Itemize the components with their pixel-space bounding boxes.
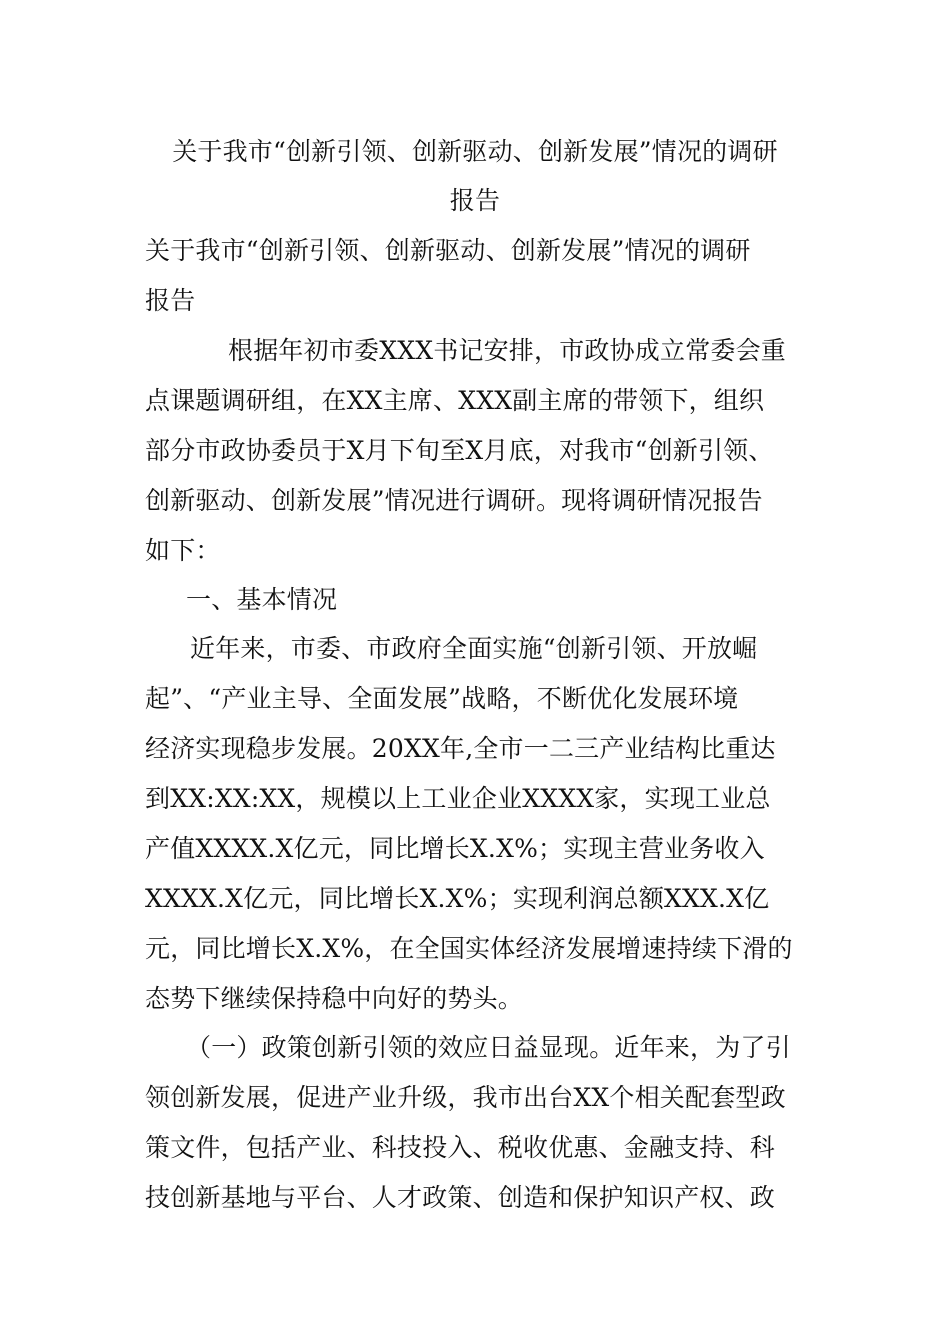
paragraph-line: 到XX:XX:XX，规模以上工业企业XXXX家，实现工业总	[145, 784, 771, 813]
paragraph-line: 策文件，包括产业、科技投入、税收优惠、金融支持、科	[145, 1133, 776, 1162]
paragraph-line: 领创新发展，促进产业升级，我市出台XX个相关配套型政	[145, 1083, 786, 1112]
paragraph-line: （一）政策创新引领的效应日益显现。近年来，为了引	[186, 1033, 791, 1062]
subtitle-line-2: 报告	[145, 286, 196, 315]
paragraph-line: 部分市政协委员于X月下旬至X月底，对我市“创新引领、	[145, 436, 774, 465]
paragraph-line: 近年来，市委、市政府全面实施“创新引领、开放崛	[190, 634, 758, 663]
subtitle-line-1: 关于我市“创新引领、创新驱动、创新发展”情况的调研	[145, 236, 751, 265]
title-line-2: 报告	[449, 186, 501, 215]
paragraph-line: 元，同比增长X.X%，在全国实体经济发展增速持续下滑的	[145, 934, 793, 963]
paragraph-line: XXXX.X亿元，同比增长X.X%；实现利润总额XXX.X亿	[145, 884, 770, 913]
paragraph-line: 起”、“产业主导、全面发展”战略，不断优化发展环境	[145, 684, 739, 713]
paragraph-line: 技创新基地与平台、人才政策、创造和保护知识产权、政	[145, 1183, 776, 1212]
paragraph-line: 点课题调研组，在XX主席、XXX副主席的带领下，组织	[145, 386, 765, 415]
paragraph-line: 根据年初市委XXX书记安排，市政协成立常委会重	[228, 336, 786, 365]
title-line-1: 关于我市“创新引领、创新驱动、创新发展”情况的调研	[172, 137, 778, 166]
paragraph-line: 创新驱动、创新发展”情况进行调研。现将调研情况报告	[145, 486, 763, 515]
paragraph-line: 产值XXXX.X亿元，同比增长X.X%；实现主营业务收入	[145, 834, 765, 863]
paragraph-line: 经济实现稳步发展。20XX年,全市一二三产业结构比重达	[145, 734, 776, 763]
section-heading: 一、基本情况	[186, 585, 338, 614]
paragraph-line: 态势下继续保持稳中向好的势头。	[145, 984, 524, 1013]
paragraph-line: 如下：	[145, 536, 221, 565]
